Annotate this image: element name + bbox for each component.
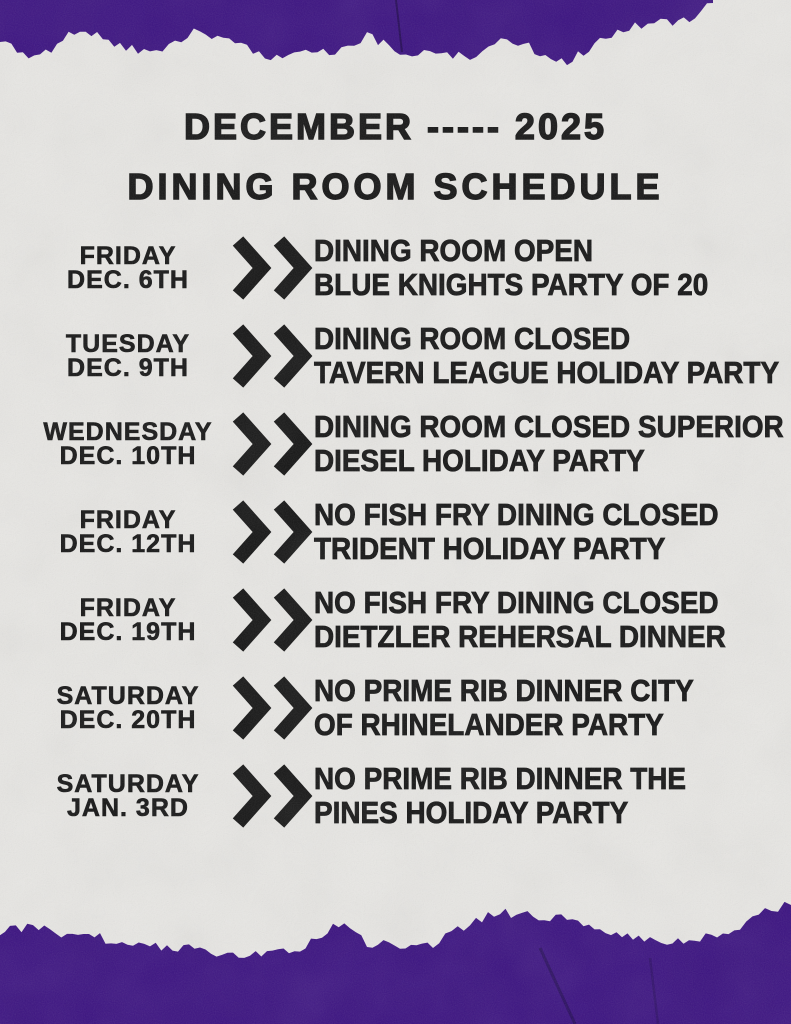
day-label: FRIDAY <box>79 242 177 270</box>
event-line-1: NO PRIME RIB DINNER CITY <box>314 673 694 708</box>
event-line-2: BLUE KNIGHTS PARTY OF 20 <box>314 267 709 302</box>
schedule-day-date <box>30 684 226 732</box>
date-label: DEC. 10TH <box>59 442 197 470</box>
event-description <box>314 762 724 830</box>
event-line-2: DIESEL HOLIDAY PARTY <box>314 443 645 478</box>
chevron-right-icon <box>273 410 313 478</box>
double-chevron-right-icon <box>226 586 314 654</box>
chevron-right-icon <box>232 586 272 654</box>
double-chevron-right-icon <box>226 410 314 478</box>
double-chevron-right-icon <box>226 498 314 566</box>
event-line-1: NO PRIME RIB DINNER THE <box>314 761 687 796</box>
chevron-right-icon <box>232 410 272 478</box>
schedule-row <box>30 488 769 576</box>
chevron-right-icon <box>273 322 313 390</box>
event-description <box>314 410 784 478</box>
schedule-row <box>30 664 769 752</box>
event-line-2: OF RHINELANDER PARTY <box>314 707 664 742</box>
schedule-day-date <box>30 508 226 556</box>
event-line-2: DIETZLER REHERSAL DINNER <box>314 619 726 654</box>
date-label: DEC. 12TH <box>59 530 197 558</box>
schedule-list <box>30 224 784 840</box>
date-label: DEC. 20TH <box>59 706 197 734</box>
event-description <box>314 322 779 390</box>
date-label: JAN. 3RD <box>67 794 189 822</box>
double-chevron-right-icon <box>226 762 314 830</box>
schedule-day-date <box>30 420 226 468</box>
event-line-2: TAVERN LEAGUE HOLIDAY PARTY <box>314 355 780 390</box>
chevron-right-icon <box>273 498 313 566</box>
event-line-1: DINING ROOM CLOSED <box>314 321 631 356</box>
chevron-right-icon <box>232 762 272 830</box>
event-description <box>314 674 724 742</box>
double-chevron-right-icon <box>226 322 314 390</box>
schedule-row <box>30 224 769 312</box>
date-label: DEC. 9TH <box>67 354 189 382</box>
day-label: FRIDAY <box>79 506 177 534</box>
event-line-2: TRIDENT HOLIDAY PARTY <box>314 531 666 566</box>
chevron-right-icon <box>273 234 313 302</box>
event-description <box>314 498 724 566</box>
title-month-year: DECEMBER ----- 2025 <box>183 106 608 147</box>
schedule-row <box>30 752 769 840</box>
chevron-right-icon <box>273 674 313 742</box>
schedule-day-date <box>30 772 226 820</box>
day-label: TUESDAY <box>65 330 191 358</box>
event-line-1: DINING ROOM CLOSED SUPERIOR <box>314 409 784 444</box>
chevron-right-icon <box>232 498 272 566</box>
event-line-1: NO FISH FRY DINING CLOSED <box>314 585 719 620</box>
schedule-day-date <box>30 596 226 644</box>
chevron-right-icon <box>273 586 313 654</box>
day-label: SATURDAY <box>56 770 200 798</box>
chevron-right-icon <box>273 762 313 830</box>
chevron-right-icon <box>232 322 272 390</box>
event-description <box>314 234 724 302</box>
day-label: FRIDAY <box>79 594 177 622</box>
double-chevron-right-icon <box>226 234 314 302</box>
schedule-row <box>30 312 780 400</box>
schedule-row <box>30 400 784 488</box>
event-line-1: NO FISH FRY DINING CLOSED <box>314 497 719 532</box>
chevron-right-icon <box>232 674 272 742</box>
day-label: WEDNESDAY <box>43 418 213 446</box>
schedule-day-date <box>30 244 226 292</box>
schedule-row <box>30 576 769 664</box>
day-label: SATURDAY <box>56 682 200 710</box>
event-line-1: DINING ROOM OPEN <box>314 233 594 268</box>
event-description <box>314 586 726 654</box>
event-line-2: PINES HOLIDAY PARTY <box>314 795 629 830</box>
date-label: DEC. 19TH <box>59 618 197 646</box>
double-chevron-right-icon <box>226 674 314 742</box>
schedule-day-date <box>30 332 226 380</box>
chevron-right-icon <box>232 234 272 302</box>
title-schedule: DINING ROOM SCHEDULE <box>127 166 664 207</box>
date-label: DEC. 6TH <box>67 266 189 294</box>
